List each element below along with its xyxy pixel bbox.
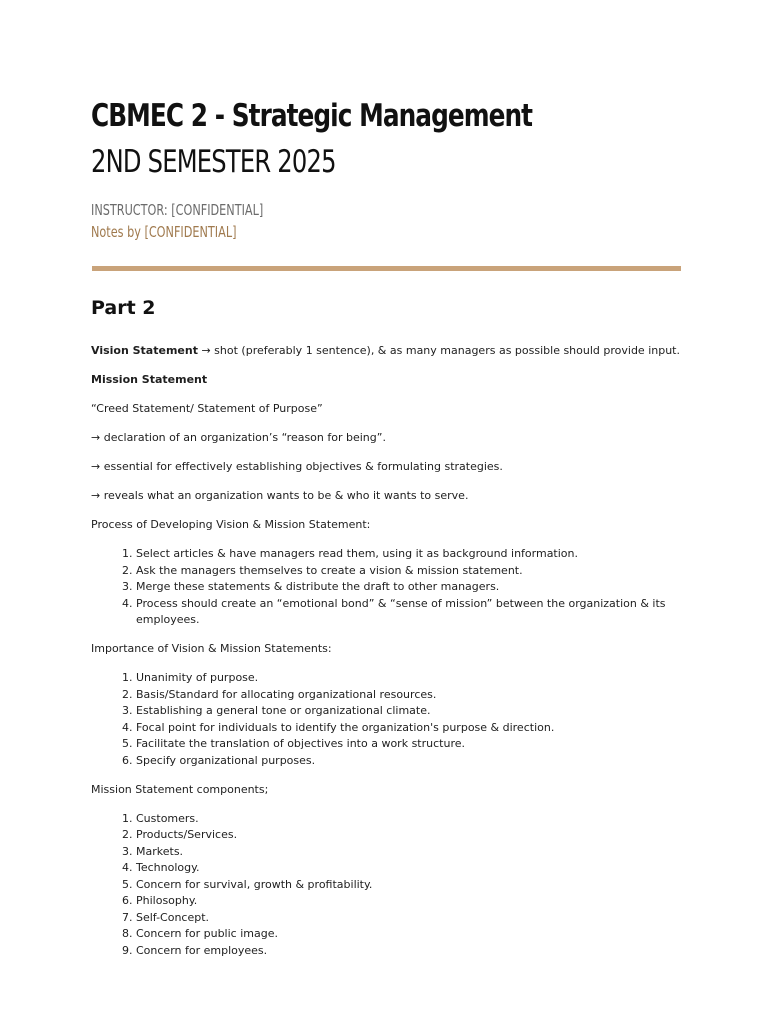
components-list	[91, 811, 681, 960]
process-list	[91, 546, 681, 629]
list-item: 8. Concern for public image.	[136, 926, 681, 943]
list-item: 4. Technology.	[136, 860, 681, 877]
list-item: 3. Merge these statements & distribute the draft to other managers.	[136, 579, 681, 596]
mission-point: → declaration of an organization’s “reason for being”.	[91, 431, 386, 444]
list-item: 5. Concern for survival, growth & profitability.	[136, 877, 681, 894]
list-item: 1. Unanimity of purpose.	[136, 670, 681, 687]
list-item: 9. Concern for employees.	[136, 943, 681, 960]
section-heading: Part 2	[91, 297, 156, 319]
list-item: 1. Select articles & have managers read them, using it as background information.	[136, 546, 681, 563]
list-item: 7. Self-Concept.	[136, 910, 681, 927]
list-item: 6. Specify organizational purposes.	[136, 753, 681, 770]
notes-by-line: Notes by [CONFIDENTIAL]	[91, 223, 237, 241]
vision-text: → shot (preferably 1 sentence), & as many managers as possible should provide input.	[197, 344, 680, 357]
list-item: 4. Focal point for individuals to identify the organization's purpose & direction.	[136, 720, 681, 737]
document-body	[91, 343, 681, 972]
list-item: 5. Facilitate the translation of objectives into a work structure.	[136, 736, 681, 753]
list-item: 2. Ask the managers themselves to create a vision & mission statement.	[136, 563, 681, 580]
list-item: 3. Establishing a general tone or organizational climate.	[136, 703, 681, 720]
components-lead: Mission Statement components;	[91, 782, 269, 796]
list-item: 2. Basis/Standard for allocating organizational resources.	[136, 687, 681, 704]
vision-paragraph	[91, 343, 681, 360]
list-item: 1. Customers.	[136, 811, 681, 828]
mission-heading: Mission Statement	[91, 373, 208, 386]
document-title: CBMEC 2 - Strategic Management	[91, 98, 533, 134]
importance-list	[91, 670, 681, 769]
mission-point: → essential for effectively establishing objectives & formulating strategies.	[91, 460, 503, 473]
document-subtitle: 2ND SEMESTER 2025	[91, 144, 336, 180]
mission-creed: “Creed Statement/ Statement of Purpose”	[91, 402, 323, 415]
list-item: 4. Process should create an “emotional bond” & “sense of mission” between the organization & its employees.	[136, 596, 681, 629]
importance-lead: Importance of Vision & Mission Statements:	[91, 642, 332, 655]
list-item: 2. Products/Services.	[136, 827, 681, 844]
mission-point: → reveals what an organization wants to be & who it wants to serve.	[91, 489, 469, 502]
header-divider	[92, 266, 681, 271]
vision-term: Vision Statement	[91, 344, 198, 357]
list-item: 6. Philosophy.	[136, 893, 681, 910]
process-lead: Process of Developing Vision & Mission Statement:	[91, 518, 371, 531]
instructor-line: INSTRUCTOR: [CONFIDENTIAL]	[91, 201, 264, 219]
list-item: 3. Markets.	[136, 844, 681, 861]
